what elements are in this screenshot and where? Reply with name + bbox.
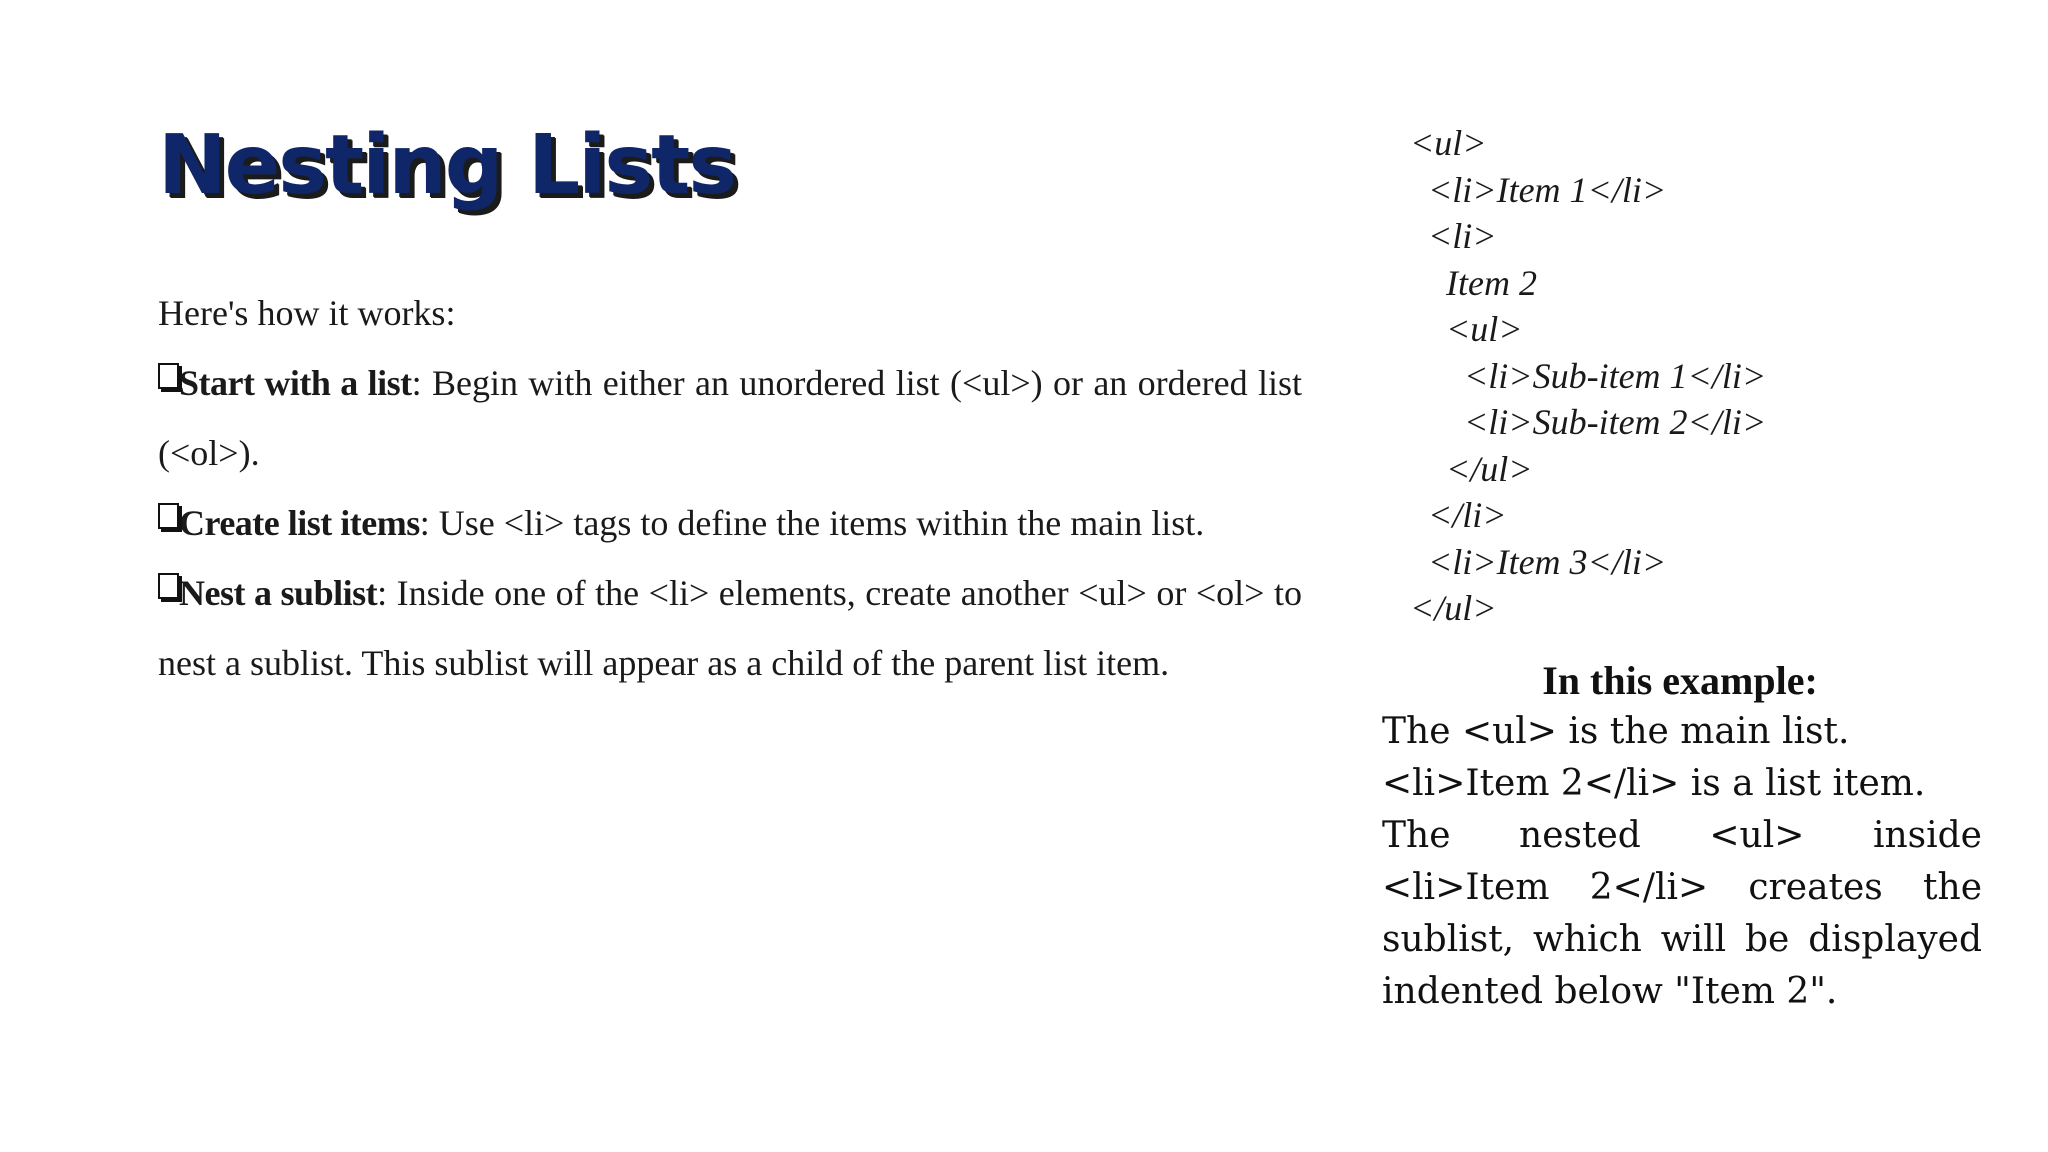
bullet-heading: Start with a list: [179, 363, 412, 403]
slide-title: Nesting Lists: [158, 118, 736, 213]
example-line: <li>Item 2</li> is a list item.: [1382, 763, 1926, 804]
bullet-text: : Inside one of the <li> elements, create another <ul> or <ol> to nest a sublist. This sublist will appear as a child of the parent list item.: [158, 573, 1303, 683]
code-line: </li>: [1410, 495, 1507, 535]
code-line: <li>Sub-item 2</li>: [1410, 402, 1767, 442]
bullet-item-nest-sublist: [158, 558, 1302, 698]
code-line: </ul>: [1410, 588, 1497, 628]
code-line: <li>: [1410, 216, 1497, 256]
bullet-text: : Use <li> tags to define the items within the main list.: [419, 503, 1205, 543]
example-heading: In this example:: [1542, 658, 1818, 703]
bullet-heading: Nest a sublist: [179, 573, 378, 613]
checkbox-bullet-icon: [158, 573, 179, 599]
code-line: <ul>: [1410, 309, 1523, 349]
code-line: <li>Sub-item 1</li>: [1410, 355, 1767, 396]
code-example: [1410, 120, 1766, 632]
code-line: Item 2: [1410, 262, 1537, 303]
checkbox-bullet-icon: [158, 503, 179, 529]
code-line: </ul>: [1410, 448, 1533, 489]
bullet-item-start-list: [158, 348, 1302, 488]
code-line: <li>Item 1</li>: [1410, 169, 1667, 210]
code-line: <ul>: [1410, 123, 1487, 163]
bullet-heading: Create list items: [179, 503, 420, 543]
bullet-item-create-items: [158, 488, 1302, 558]
explanation-body: [158, 278, 1302, 698]
example-explanation: [1382, 706, 1982, 1018]
checkbox-bullet-icon: [158, 363, 179, 389]
example-line: The <ul> is the main list.: [1382, 711, 1850, 752]
bullet-text: : Begin with either an unordered list (<ul>) or an ordered list (<ol>).: [158, 363, 1302, 473]
code-line: <li>Item 3</li>: [1410, 541, 1667, 582]
intro-text: Here's how it works:: [158, 293, 456, 333]
example-line: The nested <ul> inside <li>Item 2</li> creates the sublist, which will be displayed indented below "Item 2".: [1382, 815, 1982, 1012]
